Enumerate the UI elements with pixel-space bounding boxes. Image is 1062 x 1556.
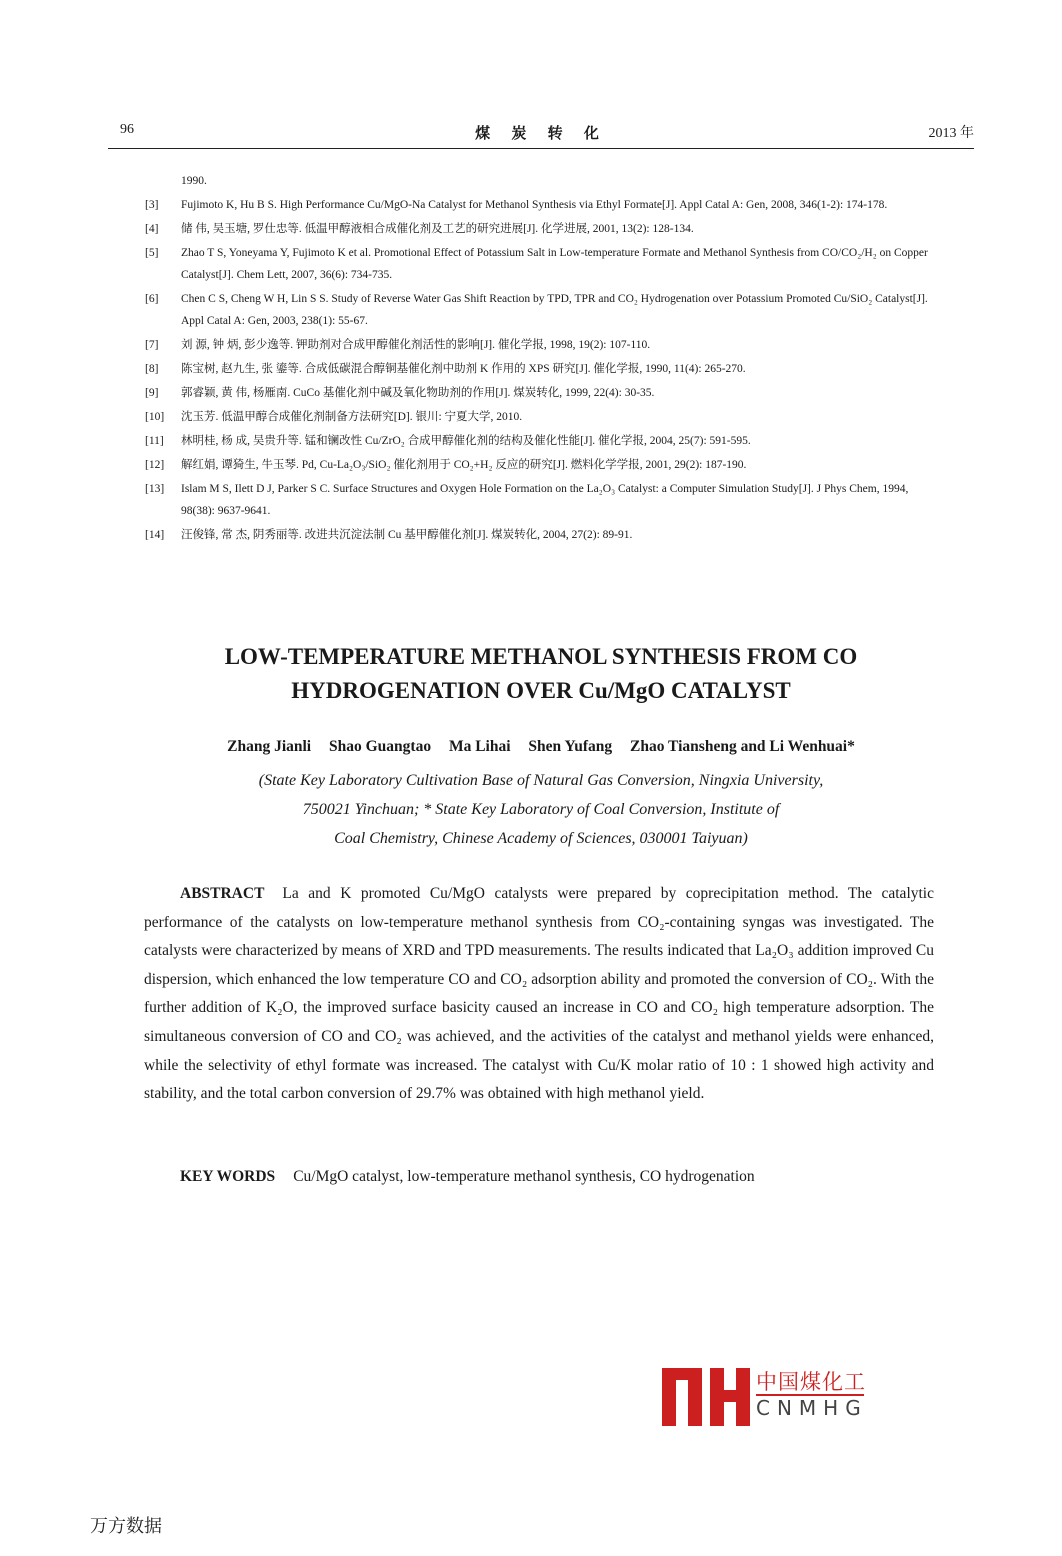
journal-year: 2013 年	[928, 126, 974, 141]
author-list	[108, 738, 974, 756]
reference-text: 刘 源, 钟 炳, 彭少逸等. 钾助剂对合成甲醇催化剂活性的影响[J]. 催化学报, 1998, 19(2): 107-110.	[181, 339, 651, 351]
reference-item	[145, 218, 945, 240]
reference-number: [14]	[145, 529, 165, 541]
cnmhg-logo-mark-icon	[660, 1364, 752, 1428]
reference-item	[145, 382, 945, 404]
reference-item	[145, 454, 945, 476]
reference-item	[145, 358, 945, 380]
reference-text: Chen C S, Cheng W H, Lin S S. Study of Reverse Water Gas Shift Reaction by TPD, TPR and CO₂ Hydrogenation over Potassium Promoted Cu/SiO₂ Catalyst[J]. Appl Catal A: Gen, 2003, 238(1): 55-67.	[181, 293, 928, 327]
affiliation	[108, 766, 974, 853]
keywords-label: KEY WORDS	[180, 1168, 276, 1185]
reference-text: 郭睿颖, 黄 伟, 杨雁南. CuCo 基催化剂中碱及氧化物助剂的作用[J]. 煤炭转化, 1999, 22(4): 30-35.	[181, 387, 655, 399]
reference-item	[145, 170, 945, 192]
journal-title: 煤 炭 转 化	[475, 124, 607, 142]
author: Shao Guangtao	[329, 738, 432, 755]
keywords-paragraph	[144, 1168, 934, 1186]
reference-number: [13]	[145, 483, 165, 495]
reference-item	[145, 288, 945, 332]
article-title	[108, 640, 974, 708]
reference-text: 解红娟, 谭猗生, 牛玉琴. Pd, Cu-La₂O₃/SiO₂ 催化剂用于 CO₂+H₂ 反应的研究[J]. 燃料化学学报, 2001, 29(2): 187-190.	[181, 459, 747, 471]
logo-english-text: CNMHG	[756, 1396, 868, 1420]
source-watermark: 万方数据	[90, 1516, 162, 1537]
author: Zhao Tiansheng and Li Wenhuai*	[630, 738, 855, 755]
reference-item	[145, 524, 945, 546]
reference-list	[145, 170, 945, 548]
reference-number: [3]	[145, 199, 159, 211]
abstract-text: La and K promoted Cu/MgO catalysts were prepared by coprecipitation method. The catalytic performance of the catalysts on low-temperature methanol synthesis from CO₂-containing syngas was investigated. The catalysts were characterized by means of XRD and TPD measurements. The results indicated that La₂O₃ addition improved Cu dispersion, which enhanced the low temperature CO and CO₂ adsorption ability and promoted the conversion of CO₂. With the further addition of K₂O, the improved surface basicity caused an increase in CO and CO₂ high temperature adsorption. The simultaneous conversion of CO and CO₂ was achieved, and the activities of the catalyst and methanol yields were enhanced, while the selectivity of ethyl formate was increased. The catalyst with Cu/K molar ratio of 10 : 1 showed high activity and stability, and the total carbon conversion of 29.7% was obtained with high methanol yield.	[144, 885, 934, 1103]
reference-text: 陈宝树, 赵九生, 张 鎏等. 合成低碳混合醇铜基催化剂中助剂 K 作用的 XPS 研究[J]. 催化学报, 1990, 11(4): 265-270.	[181, 363, 746, 375]
logo-chinese-text: 中国煤化工	[756, 1370, 866, 1394]
affiliation-line-2: 750021 Yinchuan; * State Key Laboratory of Coal Conversion, Institute of	[302, 801, 780, 818]
reference-number: [7]	[145, 339, 159, 351]
reference-number: [5]	[145, 247, 159, 259]
publisher-logo	[660, 1364, 880, 1428]
abstract-label: ABSTRACT	[180, 885, 265, 902]
reference-item	[145, 478, 945, 522]
reference-number: [12]	[145, 459, 165, 471]
header-rule	[108, 148, 974, 149]
reference-item	[145, 406, 945, 428]
reference-item	[145, 194, 945, 216]
reference-item	[145, 242, 945, 286]
reference-number: [6]	[145, 293, 159, 305]
reference-text: 1990.	[181, 175, 207, 187]
reference-text: Fujimoto K, Hu B S. High Performance Cu/MgO-Na Catalyst for Methanol Synthesis via Ethyl Formate[J]. Appl Catal A: Gen, 2008, 346(1-2): 174-178.	[181, 199, 888, 211]
author: Shen Yufang	[528, 738, 613, 755]
page-header	[108, 122, 974, 146]
reference-text: 储 伟, 吴玉塘, 罗仕忠等. 低温甲醇液相合成催化剂及工艺的研究进展[J]. 化学进展, 2001, 13(2): 128-134.	[181, 223, 694, 235]
reference-text: Islam M S, Ilett D J, Parker S C. Surface Structures and Oxygen Hole Formation on the La₂O₃ Catalyst: a Computer Simulation Study[J]. J Phys Chem, 1994, 98(38): 9637-9641.	[181, 483, 909, 517]
affiliation-line-3: Coal Chemistry, Chinese Academy of Sciences, 030001 Taiyuan)	[334, 830, 748, 847]
author: Zhang Jianli	[227, 738, 312, 755]
reference-number: [10]	[145, 411, 165, 423]
reference-text: 汪俊锋, 常 杰, 阴秀丽等. 改进共沉淀法制 Cu 基甲醇催化剂[J]. 煤炭转化, 2004, 27(2): 89-91.	[181, 529, 633, 541]
reference-text: 沈玉芳. 低温甲醇合成催化剂制备方法研究[D]. 银川: 宁夏大学, 2010.	[181, 411, 523, 423]
reference-number: [11]	[145, 435, 164, 447]
reference-number: [9]	[145, 387, 159, 399]
author: Ma Lihai	[448, 738, 511, 755]
abstract-paragraph	[144, 880, 934, 1109]
keywords-text: Cu/MgO catalyst, low-temperature methanol synthesis, CO hydrogenation	[293, 1168, 755, 1185]
title-line-1: LOW-TEMPERATURE METHANOL SYNTHESIS FROM CO	[224, 644, 858, 669]
reference-text: Zhao T S, Yoneyama Y, Fujimoto K et al. Promotional Effect of Potassium Salt in Low-temperature Formate and Methanol Synthesis from CO/CO₂/H₂ on Copper Catalyst[J]. Chem Lett, 2007, 36(6): 734-735.	[181, 247, 928, 281]
reference-item	[145, 430, 945, 452]
reference-item	[145, 334, 945, 356]
reference-number: [8]	[145, 363, 159, 375]
reference-number: [4]	[145, 223, 159, 235]
reference-text: 林明桂, 杨 成, 吴贵升等. 锰和镧改性 Cu/ZrO₂ 合成甲醇催化剂的结构及催化性能[J]. 催化学报, 2004, 25(7): 591-595.	[181, 435, 751, 447]
page-number: 96	[120, 122, 134, 137]
affiliation-line-1: (State Key Laboratory Cultivation Base of Natural Gas Conversion, Ningxia University,	[258, 772, 824, 789]
title-line-2: HYDROGENATION OVER Cu/MgO CATALYST	[291, 678, 791, 703]
